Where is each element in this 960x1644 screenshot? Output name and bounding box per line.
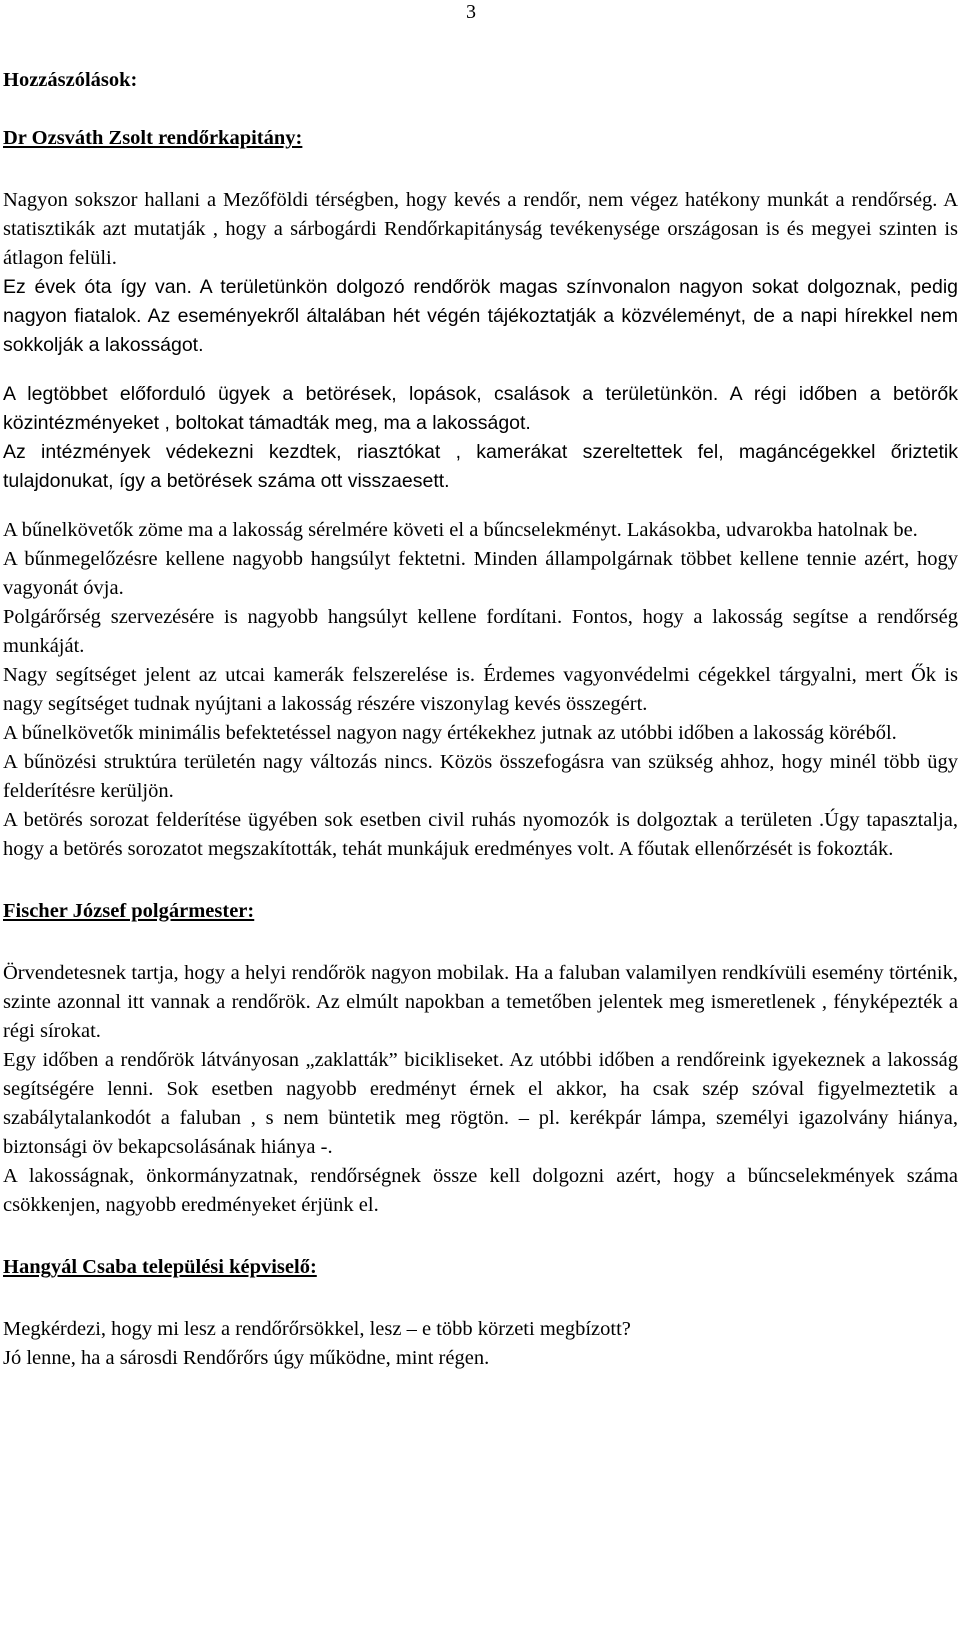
paragraph: Nagyon sokszor hallani a Mezőföldi térségben, hogy kevés a rendőr, nem végez hatékony munkát a rendőrség. A statisztikák azt mutatják , hogy a sárbogárdi Rendőrkapitányság tevékenysége országosan is és megyei szinten is átlagon felüli.	[3, 189, 958, 269]
paragraph: Nagy segítséget jelent az utcai kamerák felszerelése is. Érdemes vagyonvédelmi cégekkel tárgyalni, mert Ők is nagy segítséget tudnak nyújtani a lakosság részére viszonylag kevés összegért.	[3, 664, 958, 715]
paragraph: A bűnelkövetők minimális befektetéssel nagyon nagy értékekhez jutnak az utóbbi időben a lakosság köréből.	[3, 722, 897, 744]
speaker-name: Hangyál Csaba települési képviselő:	[3, 1256, 317, 1278]
page-number: 3	[466, 1, 476, 23]
document-body	[3, 66, 958, 1373]
paragraph: A bűnmegelőzésre kellene nagyobb hangsúlyt fektetni. Minden állampolgárnak többet kellene tennie azért, hogy vagyonát óvja.	[3, 548, 958, 599]
paragraph: A bűnözési struktúra területén nagy változás nincs. Közös összefogásra van szükség ahhoz, hogy minél több ügy felderítésre kerüljön.	[3, 751, 958, 802]
speaker-name: Fischer József polgármester:	[3, 900, 255, 922]
paragraph: A lakosságnak, önkormányzatnak, rendőrségnek össze kell dolgozni azért, hogy a bűncselekmények száma csökkenjen, nagyobb eredményeket érjünk el.	[3, 1165, 958, 1216]
paragraph: Egy időben a rendőrök látványosan „zaklatták” bicikliseket. Az utóbbi időben a rendőreink igyekeznek a lakosság segítségére lenni. Sok esetben nagyobb eredményt érnek el akkor, ha csak szép szóval figyelmeztetik a szabálytalankodót a faluban , s nem büntetik meg rögtön. – pl. kerékpár lámpa, személyi igazolvány hiánya, biztonsági öv bekapcsolásának hiánya -.	[3, 1049, 958, 1158]
paragraph: Örvendetesnek tartja, hogy a helyi rendőrök nagyon mobilak. Ha a faluban valamilyen rendkívüli esemény történik, szinte azonnal itt vannak a rendőrök. Az elmúlt napokban a temetőben jelentek meg ismeretlenek , fényképezték a régi sírokat.	[3, 962, 958, 1042]
section-title: Hozzászólások:	[3, 69, 138, 91]
speaker-name: Dr Ozsváth Zsolt rendőrkapitány:	[3, 127, 303, 149]
paragraph: Megkérdezi, hogy mi lesz a rendőrőrsökkel, lesz – e több körzeti megbízott?	[3, 1318, 631, 1340]
paragraph: A bűnelkövetők zöme ma a lakosság sérelmére követi el a bűncselekményt. Lakásokba, udvarokba hatolnak be.	[3, 519, 918, 541]
paragraph: A legtöbbet előforduló ügyek a betörések, lopások, csalások a területünkön. A régi időben a betörők közintézményeket , boltokat támadták meg, ma a lakosságot.	[3, 383, 958, 434]
paragraph: Ez évek óta így van. A területünkön dolgozó rendőrök magas színvonalon nagyon sokat dolgoznak, pedig nagyon fiatalok. Az eseményekről általában hét végén tájékoztatják a közvéleményt, de a napi hírekkel nem sokkolják a lakosságot.	[3, 276, 958, 356]
paragraph: Az intézmények védekezni kezdtek, riasztókat , kamerákat szereltettek fel, magáncégekkel őriztetik tulajdonukat, így a betörések száma ott visszaesett.	[3, 441, 958, 492]
paragraph: Jó lenne, ha a sárosdi Rendőrőrs úgy működne, mint régen.	[3, 1347, 490, 1369]
paragraph: Polgárőrség szervezésére is nagyobb hangsúlyt kellene fordítani. Fontos, hogy a lakosság segítse a rendőrség munkáját.	[3, 606, 958, 657]
paragraph: A betörés sorozat felderítése ügyében sok esetben civil ruhás nyomozók is dolgoztak a területen .Úgy tapasztalja, hogy a betörés sorozatot megszakították, tehát munkájuk eredményes volt. A főutak ellenőrzését is fokozták.	[3, 809, 958, 860]
